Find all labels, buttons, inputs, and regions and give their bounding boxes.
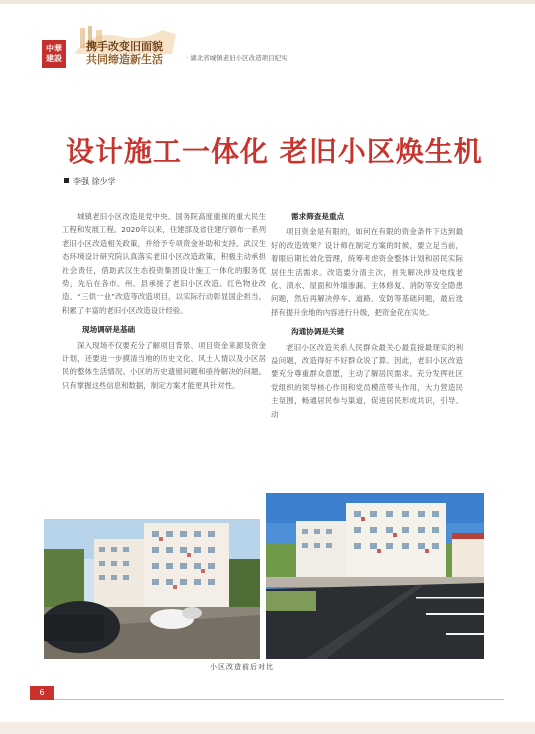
banner-line1: 携手改变旧面貌 bbox=[86, 40, 163, 53]
section2-heading: 需求筛查是重点 bbox=[291, 212, 345, 221]
section1-paragraph: 深入现场不仅要充分了解项目背景、项目资金来源及资金计划，还要进一步摸清当地的历史文化、风土人情以及小区居民的整体生活情况、小区的历史遗留问题和亟待解决的问题。只有掌握这些信息和数据，制定方案才能更具针对性。 bbox=[62, 340, 266, 390]
article-title: 设计施工一体化 老旧小区焕生机 bbox=[66, 135, 483, 168]
photo-before-renovation bbox=[44, 519, 260, 659]
section1-heading: 现场调研是基础 bbox=[82, 325, 136, 335]
banner-subtitle: · 湖北省城镇老旧小区改造项目纪实 bbox=[186, 54, 288, 62]
section2-paragraph: 项目资金是有限的，如何在有限的资金条件下达到最好的改造效果？设计师在制定方案的时候，要立足当前，着眼后期长效化管理，统筹考虑资金整体计划和居民实际居住生活需求。改造要分清主次，首先解决涉及电线老化、渍水、屋面和外墙渗漏、主体修复、消防等安全隐患问题，然后再解决停车、道路、安防等基础问题，最后选择有提升余地的内容进行升级，把资金花在实处。 bbox=[271, 227, 463, 317]
section3-heading: 沟通协调是关键 bbox=[291, 327, 345, 337]
photo-caption: 小区改造前后对比 bbox=[210, 663, 274, 671]
left-column bbox=[62, 210, 266, 392]
logo-line1: 中華 bbox=[46, 44, 62, 53]
right-column bbox=[271, 210, 463, 421]
section-banner bbox=[86, 40, 163, 66]
top-decorative-strip bbox=[0, 0, 535, 4]
article-authors bbox=[64, 176, 116, 187]
photo-after-renovation bbox=[266, 493, 484, 659]
intro-paragraph: 城镇老旧小区改造是党中央、国务院高度重视的重大民生工程和发展工程。2020年以来，住建部及省住建厅颁布一系列老旧小区改造相关政策，并给予专项资金补助和支持。武汉生态环境设计研究院认真落实老旧小区改造政策，积极主动承担社会责任，借助武汉生态投资集团设计施工一体化的服务优势，先后在各市、州、县承接了老旧小区改造、红色物业改造、“三供一业”改造等改造项目，以实际行动彰显国企担当，积累了丰富的老旧小区改造设计经验。 bbox=[62, 212, 266, 315]
bullet-square-icon bbox=[64, 178, 69, 183]
page-number: 6 bbox=[30, 686, 54, 700]
logo-line2: 建設 bbox=[46, 54, 62, 63]
section3-paragraph: 老旧小区改造关系人民群众最关心最直接最现实的利益问题，改造得好不好群众说了算。因此，老旧小区改造要充分尊重群众意愿，主动了解居民需求。充分发挥社区党组织的领导核心作用和党员模范带头作用，大力营造民主氛围，畅通居民参与渠道，促进居民形成共识，引导、动 bbox=[271, 342, 463, 419]
authors-text: 李强 徐少学 bbox=[73, 177, 116, 186]
footer-rule bbox=[54, 699, 504, 700]
banner-line2: 共同缔造新生活 bbox=[86, 53, 163, 66]
magazine-logo bbox=[42, 40, 66, 68]
bottom-decorative-strip bbox=[0, 722, 535, 734]
